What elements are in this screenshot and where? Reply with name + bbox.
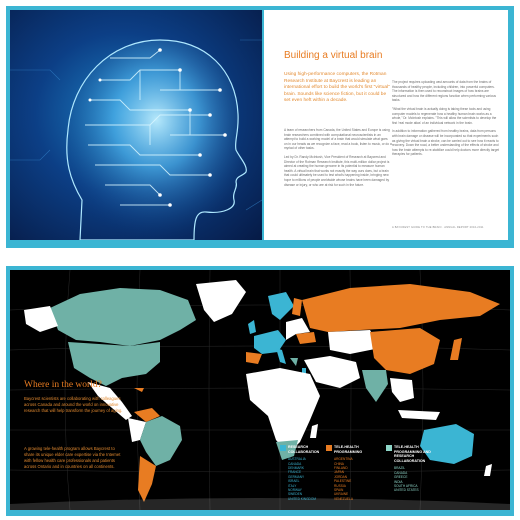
brain-illustration-page [10, 10, 262, 240]
russia-shape [302, 284, 500, 332]
brochure-spread-world-map [6, 266, 514, 516]
world-map-panel [10, 270, 510, 510]
legend-tele-health [334, 445, 380, 501]
map-section-lead: Baycrest scientists are collaborating with colleagues across Canada and around the world on innovative research that will help transform the journey of aging. [24, 396, 123, 413]
legend-item: SPAIN [334, 488, 344, 493]
se-asia-shape [390, 378, 414, 402]
spain-shape [246, 352, 262, 364]
legend-heading: RESEARCH COLLABORATION [288, 445, 320, 454]
article-paragraph: In addition to information gathered from healthy brains, data from persons with brain damage or disease will be incorporated so that experiments such as giving the virtual brain a stroke, can be carried out to see how it reacts to recovery. Down the road, a better understanding of the effects of stroke and how the brain attempts to re-stabilize could help doctors more directly target therapies for patients. [392, 129, 500, 157]
article-paragraph: Led by Dr. Randy McIntosh, Vice President of Research at Baycrest and Director of the Rotman Research Institute, this multi-million dollar project is aimed at creating the human genome in its potential to measure human health. A virtual brain that works not exactly the way ours does, but a brain that could ultimately be used to test what's happening inside, bringing new hope to millions of people worldwide whose brains have been damaged by disease or injury, or who are at risk for such in the future. [284, 154, 390, 187]
legend-item: NORWAY [288, 488, 302, 493]
legend-swatch [386, 445, 392, 451]
map-section-body: A growing tele-health program allows Baycrest to share its unique elder care expertise via the Internet with fellow health care professionals and patients across Ontario and in countries on all continents. [24, 446, 121, 469]
legend-item: VENEZUELA [334, 496, 353, 501]
legend-item: RUSSIA [334, 483, 346, 488]
legend-item: GERMANY [288, 474, 305, 479]
new-zealand-shape [484, 464, 492, 476]
legend-item: GREECE [394, 475, 408, 480]
madagascar-shape [310, 424, 318, 438]
legend-item: DENMARK [288, 466, 304, 470]
argentina-shape [138, 456, 156, 502]
legend-item: ISRAEL [288, 479, 300, 484]
legend-item: CANADA [288, 461, 302, 466]
legend-item: ARGENTINA [334, 457, 353, 462]
article-column-1 [284, 128, 392, 191]
greenland-shape [196, 280, 246, 322]
ukraine-shape [296, 332, 316, 344]
finland-shape [292, 298, 302, 316]
article-column-2 [392, 80, 500, 161]
legend-item: AUSTRALIA [288, 457, 306, 462]
legend-item: UNITED STATES [394, 488, 419, 493]
legend-item: CHINA [334, 461, 344, 466]
indonesia-shape [398, 410, 440, 420]
legend-swatch [280, 445, 286, 451]
legend-item: CANADA [394, 470, 408, 475]
article-lead: Using high-performance computers, the Rotman Research Institute at Baycrest is leading an international effort to build the world's first "virtual" brain. Sounds like science fiction, but it could be set even heft within a decade. [284, 72, 390, 104]
brochure-spread-virtual-brain [6, 6, 514, 248]
brazil-shape [140, 416, 182, 466]
china-shape [370, 328, 440, 374]
japan-shape [450, 338, 462, 360]
article-title: Building a virtual brain [284, 50, 383, 61]
africa-shape [246, 368, 320, 454]
legend-item: FRANCE [288, 470, 302, 475]
italy-shape [276, 348, 286, 364]
legend-item: FINLAND [334, 466, 348, 470]
greece-shape [290, 358, 298, 366]
article-page [264, 10, 508, 240]
canada-shape [50, 288, 196, 346]
legend-heading: TELE-HEALTH PROGRAMMING [334, 445, 363, 454]
legend-item: UKRAINE [334, 492, 349, 497]
legend-swatch [326, 445, 332, 451]
legend-item: JAPAN [334, 470, 345, 475]
legend-item: INDIA [394, 479, 403, 484]
legend-research-collaboration [288, 445, 334, 501]
legend-item: BRAZIL [394, 466, 406, 471]
article-paragraph: A team of researchers from Canada, the United States and Europe is using brain researchers combined with computational neuroscientists in an attempt to build a working model of a brain that would simulate what goes on in our heads as we recognize a face, read a book, listen to music, or do a myriad of other tasks. [284, 128, 392, 151]
legend-item: JORDAN [334, 474, 348, 479]
article-paragraph: The project requires uploading vast amounts of data from the brains of thousands of healthy people, including children, into powerful computers. The information is then used to reconstruct images of how brains are structured and how the different regions function when performing various tasks. [392, 80, 496, 103]
scandinavia-shape [268, 292, 294, 320]
legend-tele-health-and-research [394, 445, 440, 493]
legend-item: UNITED KINGDOM [288, 496, 316, 501]
page-footer: A BAYCREST GUIDE TO THE BRAIN · ANNUAL REPORT 2010-2011 [392, 226, 484, 229]
map-section-title: Where in the world? [24, 380, 102, 390]
uk-shape [248, 320, 256, 334]
legend-item: SOUTH AFRICA [394, 484, 418, 488]
legend-heading: TELE-HEALTH PROGRAMMING AND RESEARCH COLLABORATION [394, 445, 431, 463]
legend-item: PALESTINE [334, 479, 352, 484]
circuit-head-image [10, 10, 262, 240]
legend-item: ITALY [288, 483, 297, 488]
article-paragraph: "What the virtual brain is actually doing is taking these tools and using computer models to regenerate how a healthy human brain works as a whole," Dr. McIntosh explains. "This will allow the scientists to develop the first 'real mode atlas' of an individual network in the brain. [392, 106, 497, 125]
legend-item: SWEDEN [288, 492, 302, 497]
india-shape [362, 370, 388, 402]
